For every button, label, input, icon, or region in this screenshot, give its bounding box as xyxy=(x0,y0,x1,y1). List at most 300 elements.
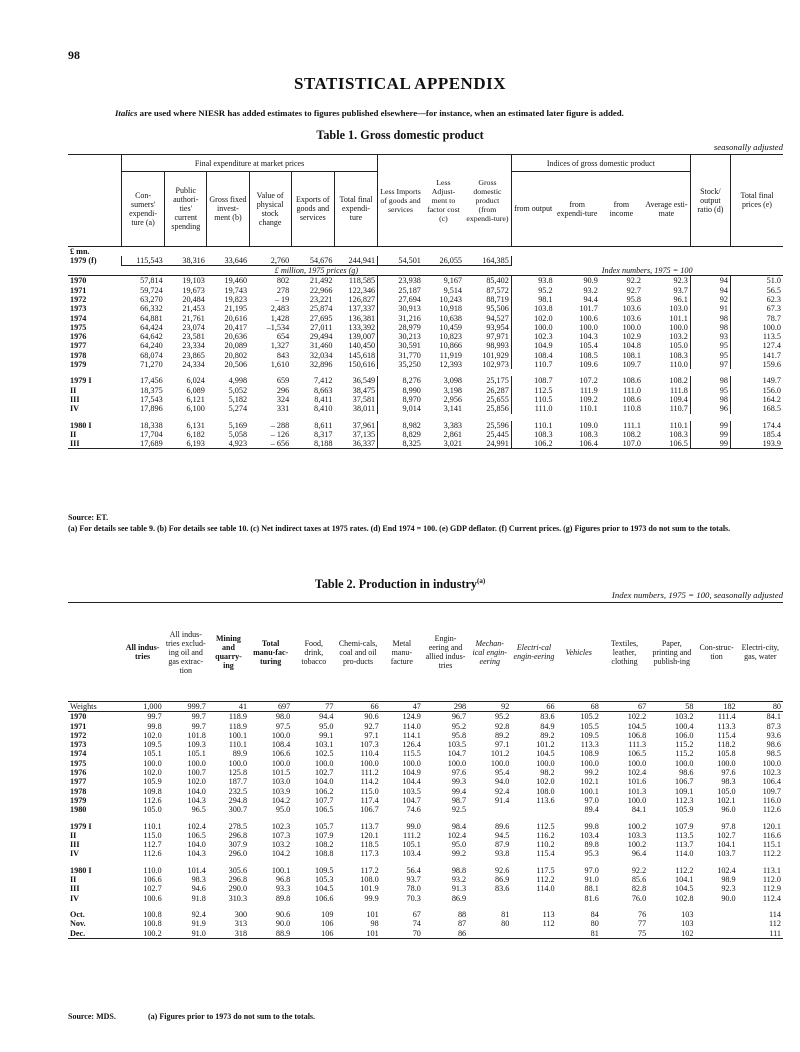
data-cell: 25,175 xyxy=(464,376,511,385)
data-cell: 100.1 xyxy=(228,730,248,740)
data-cell: 100.0 xyxy=(271,730,291,740)
spacer-cell xyxy=(423,815,468,822)
spacer-cell xyxy=(335,903,380,910)
data-cell: 108.3 xyxy=(534,429,553,439)
data-cell: 92.4 xyxy=(191,909,206,919)
data-cell: 3,383 xyxy=(443,420,463,430)
data-cell: 101.8 xyxy=(187,730,206,740)
data-cell: 97.5 xyxy=(275,721,291,731)
quarter-row xyxy=(68,840,783,849)
data-cell: 98.8 xyxy=(451,865,467,875)
data-cell: 26,287 xyxy=(464,386,511,395)
month-row xyxy=(68,929,783,939)
spacer-cell xyxy=(511,369,554,376)
data-cell: 110.1 xyxy=(228,740,248,750)
data-cell: 104.3 xyxy=(579,332,598,342)
data-cell: 64,240 xyxy=(140,341,163,351)
data-cell: 105.0 xyxy=(717,786,736,796)
data-cell: 99 xyxy=(690,430,730,439)
quarter-row xyxy=(68,430,783,439)
data-cell: 100.7 xyxy=(187,768,206,778)
data-cell: 86.9 xyxy=(451,893,467,903)
data-cell: 102.7 xyxy=(143,884,162,894)
data-cell: 74 xyxy=(412,919,421,929)
quarter-row xyxy=(68,831,783,840)
year-row xyxy=(68,295,783,304)
data-cell: 122,346 xyxy=(334,286,377,295)
data-cell: 80 xyxy=(738,702,783,712)
data-cell: 113.5 xyxy=(675,830,694,840)
data-cell: 5,052 xyxy=(228,385,248,395)
data-cell: 57,814 xyxy=(121,276,164,286)
data-cell: 106.5 xyxy=(643,439,690,449)
data-cell: 98.1 xyxy=(538,294,553,304)
data-cell: 999.7 xyxy=(164,702,208,712)
data-cell: 106.7 xyxy=(675,777,694,787)
data-cell: 104.9 xyxy=(402,768,421,778)
quarter-row xyxy=(68,822,783,831)
data-cell: 116.6 xyxy=(762,830,781,840)
data-cell: 21,492 xyxy=(291,276,334,286)
data-cell: 92.7 xyxy=(364,721,379,731)
spacer-cell xyxy=(601,903,648,910)
spacer-cell xyxy=(292,859,335,866)
data-cell: 8,829 xyxy=(402,429,421,439)
data-cell xyxy=(468,929,511,939)
blank-cell xyxy=(511,256,554,266)
row-label: III xyxy=(68,439,121,449)
data-cell: 67 xyxy=(412,909,421,919)
data-cell: 101.1 xyxy=(643,314,690,323)
data-cell xyxy=(468,894,511,903)
data-cell: 115.0 xyxy=(360,786,379,796)
data-cell: 103 xyxy=(681,909,694,919)
data-cell: 90.6 xyxy=(275,909,291,919)
data-cell: 100.2 xyxy=(627,840,647,850)
blank-cell xyxy=(423,246,464,256)
data-cell: 91 xyxy=(690,304,730,313)
spacer-cell xyxy=(468,859,511,866)
page-title: STATISTICAL APPENDIX xyxy=(293,74,506,93)
spacer-row xyxy=(68,859,783,866)
data-cell: 74.6 xyxy=(406,805,421,815)
data-cell: 109.1 xyxy=(675,786,694,796)
data-cell: 105.1 xyxy=(402,840,421,850)
data-cell: 91.8 xyxy=(191,893,206,903)
data-cell: 97.8 xyxy=(721,821,736,831)
data-cell: 108.6 xyxy=(622,394,641,404)
row-label: 1971 xyxy=(70,285,87,295)
data-cell: 83.6 xyxy=(495,884,510,894)
data-cell: 126,827 xyxy=(334,295,377,304)
data-cell: 114.0 xyxy=(402,721,421,731)
data-cell: 108.3 xyxy=(579,429,598,439)
data-cell: 106.0 xyxy=(675,730,694,740)
row-label: 1979 I xyxy=(70,376,92,386)
data-cell: 140,450 xyxy=(334,341,377,350)
data-cell: 102.0 xyxy=(534,313,553,323)
data-cell: 23,074 xyxy=(182,322,205,332)
spacer-cell xyxy=(648,815,695,822)
data-cell: 70 xyxy=(381,929,423,939)
spacer-cell xyxy=(648,859,695,866)
data-cell: 100.0 xyxy=(228,758,248,768)
row-label: 1975 xyxy=(70,758,87,768)
data-cell: 64,642 xyxy=(140,332,163,342)
data-cell: 164,385 xyxy=(464,256,511,266)
data-cell: 23,865 xyxy=(182,350,205,360)
data-cell: 102.5 xyxy=(315,749,334,759)
data-cell: 95.2 xyxy=(451,721,467,731)
column-header: Food, drink, tobacco xyxy=(292,603,335,702)
data-cell: 87.9 xyxy=(495,840,510,850)
data-cell: 139,007 xyxy=(334,332,377,341)
row-label: II xyxy=(70,385,77,395)
data-cell: 93,954 xyxy=(464,323,511,332)
data-cell: 113.5 xyxy=(762,332,781,342)
data-cell: 300 xyxy=(234,909,248,919)
data-cell: 78.0 xyxy=(406,884,421,894)
data-cell: 107.9 xyxy=(675,821,694,831)
row-label: 1979 xyxy=(70,360,87,370)
data-cell: 99.7 xyxy=(121,712,163,722)
data-cell: – 19 xyxy=(274,294,290,304)
data-cell: 133,392 xyxy=(334,323,377,332)
spacer-cell xyxy=(207,369,249,376)
data-cell: 25,655 xyxy=(464,395,511,404)
data-cell: 117.5 xyxy=(536,865,555,875)
table1-band-row xyxy=(68,266,783,276)
year-row xyxy=(68,360,783,369)
data-cell: 100.0 xyxy=(536,758,555,768)
data-cell: 77 xyxy=(637,919,647,929)
spacer-cell xyxy=(378,369,423,376)
blank-cell xyxy=(690,256,730,266)
column-header: Total final prices (e) xyxy=(730,155,783,247)
data-cell: 93.8 xyxy=(511,276,554,286)
data-cell: 81 xyxy=(501,909,510,919)
stub-header xyxy=(68,603,121,702)
data-cell: 108.7 xyxy=(534,376,553,386)
data-cell: 21,195 xyxy=(224,304,248,314)
spacer-cell xyxy=(381,859,423,866)
data-cell: 10,638 xyxy=(439,313,463,323)
spacer-cell xyxy=(690,414,730,421)
data-cell: 120.1 xyxy=(360,830,379,840)
data-cell: 31,216 xyxy=(398,313,421,323)
data-cell: 125.8 xyxy=(228,768,248,778)
data-cell: 84 xyxy=(590,909,599,919)
data-cell: 92.7 xyxy=(626,285,641,295)
data-cell: 89.4 xyxy=(584,805,599,815)
data-cell: 93 xyxy=(690,332,730,341)
data-cell: 108.6 xyxy=(622,376,641,386)
data-cell: 31,770 xyxy=(398,350,421,360)
row-label: 1978 xyxy=(70,350,87,360)
data-cell: 91.4 xyxy=(495,795,510,805)
data-cell: 110.1 xyxy=(643,421,690,430)
data-cell: 102.3 xyxy=(534,332,553,342)
data-cell: 95.0 xyxy=(451,840,467,850)
data-cell: 94.5 xyxy=(495,830,510,840)
data-cell: 110.1 xyxy=(579,404,598,414)
data-cell: 89.8 xyxy=(584,840,599,850)
spacer-cell xyxy=(68,815,121,822)
table2-footnote: (a) Figures prior to 1973 do not sum to the totals. xyxy=(148,1012,316,1021)
spacer-cell xyxy=(334,369,377,376)
data-cell: 114.2 xyxy=(360,777,379,787)
data-cell: 101.6 xyxy=(627,777,647,787)
data-cell: 30,591 xyxy=(398,341,421,351)
data-cell: 91.3 xyxy=(451,884,467,894)
data-cell: 104.7 xyxy=(402,795,421,805)
data-cell: 19,673 xyxy=(182,285,205,295)
quarter-row xyxy=(68,894,783,903)
data-cell: 102.0 xyxy=(536,777,555,787)
data-cell: 23,938 xyxy=(378,276,423,286)
spacer-cell xyxy=(423,369,464,376)
data-cell: 99.9 xyxy=(364,893,379,903)
data-cell: 107.7 xyxy=(315,795,334,805)
data-cell: 8,663 xyxy=(313,385,333,395)
row-label: II xyxy=(70,875,77,885)
data-cell: 294.8 xyxy=(228,795,248,805)
year-row xyxy=(68,323,783,332)
spacer-cell xyxy=(249,369,291,376)
data-cell: 113.1 xyxy=(762,865,781,875)
data-cell: 6,182 xyxy=(186,429,205,439)
data-cell: 87 xyxy=(457,919,467,929)
data-cell: 88 xyxy=(457,909,467,919)
data-cell: 108.3 xyxy=(643,351,690,360)
data-cell: 91.9 xyxy=(191,919,206,929)
data-cell: 111.3 xyxy=(628,740,647,750)
data-cell: 100.2 xyxy=(627,821,647,831)
data-cell: 94.0 xyxy=(495,777,510,787)
stub-header xyxy=(68,172,121,247)
data-cell: 127.4 xyxy=(762,341,781,351)
blank-cell xyxy=(600,246,643,256)
data-cell: 67 xyxy=(601,702,648,712)
data-cell: 105.5 xyxy=(580,721,599,731)
data-cell: 98,993 xyxy=(464,341,511,350)
data-cell: 23,581 xyxy=(182,332,205,342)
data-cell: 76.0 xyxy=(631,893,647,903)
band-label-index: Index numbers, 1975 = 100 xyxy=(601,265,693,275)
year-row xyxy=(68,787,783,796)
data-cell: 100.0 xyxy=(579,322,598,332)
data-cell: 112.6 xyxy=(143,849,162,859)
data-cell: 41 xyxy=(208,702,249,712)
data-cell: 56.5 xyxy=(766,285,781,295)
data-cell: 103.0 xyxy=(643,304,690,313)
data-cell: 111.4 xyxy=(695,712,737,722)
data-cell: 89.6 xyxy=(495,821,510,831)
data-cell: 5,274 xyxy=(228,404,248,414)
data-cell: 100.8 xyxy=(143,909,162,919)
data-cell: 8,970 xyxy=(402,394,421,404)
data-cell: 20,802 xyxy=(224,350,248,360)
spacer-cell xyxy=(291,414,334,421)
data-cell: 106 xyxy=(292,929,335,939)
data-cell: 99.8 xyxy=(147,721,162,731)
data-cell: 100.0 xyxy=(271,758,291,768)
year-row xyxy=(68,731,783,740)
data-cell: 104.2 xyxy=(271,795,291,805)
data-cell: 802 xyxy=(249,276,291,286)
data-cell: 92.2 xyxy=(631,865,647,875)
data-cell: 93.7 xyxy=(406,875,421,885)
data-cell: 28,979 xyxy=(398,322,421,332)
data-cell: 92.4 xyxy=(495,786,510,796)
data-cell: 110.4 xyxy=(360,749,379,759)
data-cell: 108.2 xyxy=(643,376,690,385)
spacer-cell xyxy=(738,903,783,910)
data-cell: 88.1 xyxy=(584,884,599,894)
table2-source: Source: MDS. xyxy=(68,1012,116,1021)
data-cell: 8,411 xyxy=(314,394,333,404)
spacer-cell xyxy=(68,903,121,910)
data-cell: 97.1 xyxy=(364,730,379,740)
data-cell: 108.4 xyxy=(271,740,291,750)
year-row xyxy=(68,332,783,341)
table2-title-text: Table 2. Production in industry xyxy=(314,577,478,592)
data-cell: 33,646 xyxy=(224,255,248,265)
data-cell: 85,402 xyxy=(464,276,511,286)
data-cell: 8,276 xyxy=(402,376,421,386)
data-cell: 96.1 xyxy=(643,295,690,304)
data-cell: 93.7 xyxy=(643,286,690,295)
blank-cell xyxy=(730,256,783,266)
data-cell: 99.0 xyxy=(406,821,421,831)
data-cell: 112.6 xyxy=(762,805,781,815)
data-cell: 298 xyxy=(423,702,468,712)
data-cell: 232.5 xyxy=(228,786,248,796)
data-cell: 112 xyxy=(769,919,781,929)
data-cell: 64,881 xyxy=(140,313,163,323)
data-cell: 99.7 xyxy=(164,712,208,722)
data-cell: 318 xyxy=(208,929,249,939)
data-cell: 117.3 xyxy=(360,849,379,859)
data-cell: 2,483 xyxy=(270,304,290,314)
data-cell: 20,636 xyxy=(224,332,248,342)
data-cell xyxy=(511,894,556,903)
data-cell: 310.3 xyxy=(228,893,248,903)
data-cell: 100.0 xyxy=(534,322,553,332)
data-cell: 103.2 xyxy=(648,712,695,722)
data-cell: 89.2 xyxy=(495,730,510,740)
data-cell: 103 xyxy=(681,919,694,929)
data-cell: 98.3 xyxy=(191,875,206,885)
year-row xyxy=(68,777,783,786)
data-cell: 115.4 xyxy=(536,849,555,859)
spacer-cell xyxy=(335,815,380,822)
data-cell: 100.0 xyxy=(627,795,647,805)
spacer-cell xyxy=(378,414,423,421)
spacer-cell xyxy=(291,369,334,376)
data-cell: 109.5 xyxy=(315,865,334,875)
data-cell: 11,919 xyxy=(439,350,463,360)
row-label: 1979 I xyxy=(70,821,92,831)
data-cell: 17,543 xyxy=(140,394,163,404)
data-cell: 99.7 xyxy=(191,721,206,731)
quarter-row xyxy=(68,439,783,449)
spacer-cell xyxy=(249,414,291,421)
group-header-indices: Indices of gross domestic product xyxy=(511,155,690,172)
data-cell: 95.4 xyxy=(495,768,510,778)
column-header: Gross domestic product (from expendi-ture) xyxy=(464,155,511,247)
data-cell: 6,121 xyxy=(186,394,205,404)
spacer-cell xyxy=(381,815,423,822)
blank-cell xyxy=(464,246,511,256)
data-cell: 25,856 xyxy=(464,404,511,413)
row-label: Weights xyxy=(68,702,121,712)
italics-note xyxy=(115,108,624,118)
data-cell: 104.2 xyxy=(271,849,291,859)
data-cell: 104.1 xyxy=(675,875,694,885)
italics-word: Italics xyxy=(115,108,138,118)
year-row xyxy=(68,796,783,805)
data-cell: 103.7 xyxy=(717,849,736,859)
data-cell: 100.0 xyxy=(627,758,647,768)
data-cell: 113.3 xyxy=(717,721,736,731)
table2-weights-row xyxy=(68,702,783,712)
data-cell: 24,334 xyxy=(182,360,205,370)
column-header: from expendi-ture xyxy=(555,172,600,247)
data-cell: 17,896 xyxy=(140,404,163,414)
year-row xyxy=(68,768,783,777)
data-cell: 104.8 xyxy=(622,341,641,351)
data-cell xyxy=(695,919,737,928)
row-label: II xyxy=(70,830,77,840)
data-cell: 98.3 xyxy=(721,777,736,787)
data-cell: 90.0 xyxy=(721,893,736,903)
spacer-cell xyxy=(601,859,648,866)
blank-cell xyxy=(690,246,730,256)
data-cell: 112.0 xyxy=(762,875,781,885)
data-cell: 104.4 xyxy=(402,777,421,787)
column-header: from output xyxy=(511,172,554,247)
data-cell: 10,866 xyxy=(439,341,463,351)
year-row xyxy=(68,276,783,286)
data-cell: 93.3 xyxy=(275,884,291,894)
spacer-cell xyxy=(468,903,511,910)
data-cell: 98.7 xyxy=(451,795,467,805)
data-cell: 102,973 xyxy=(464,360,511,369)
row-label: 1976 xyxy=(70,768,87,778)
blank-cell xyxy=(378,246,423,256)
data-cell: 118.5 xyxy=(360,840,379,850)
data-cell: 10,459 xyxy=(439,322,463,332)
data-cell: 8,982 xyxy=(402,420,421,430)
data-cell: 101.7 xyxy=(579,304,598,314)
data-cell: 103.6 xyxy=(622,304,641,314)
data-cell: 182 xyxy=(695,702,737,712)
data-cell: 114 xyxy=(769,909,781,919)
data-cell: 105.3 xyxy=(315,875,334,885)
data-cell: 659 xyxy=(276,376,290,386)
data-cell: 111 xyxy=(738,929,783,939)
column-header: All indus-tries xyxy=(121,603,163,702)
data-cell: 27,695 xyxy=(309,313,333,323)
data-cell: 145,618 xyxy=(334,351,377,360)
data-cell: 98 xyxy=(690,314,730,323)
data-cell: 98.4 xyxy=(451,821,467,831)
data-cell: 108.0 xyxy=(360,875,379,885)
data-cell: 68 xyxy=(557,702,601,712)
data-cell: 100.0 xyxy=(762,758,781,768)
data-cell: 110.1 xyxy=(143,821,162,831)
